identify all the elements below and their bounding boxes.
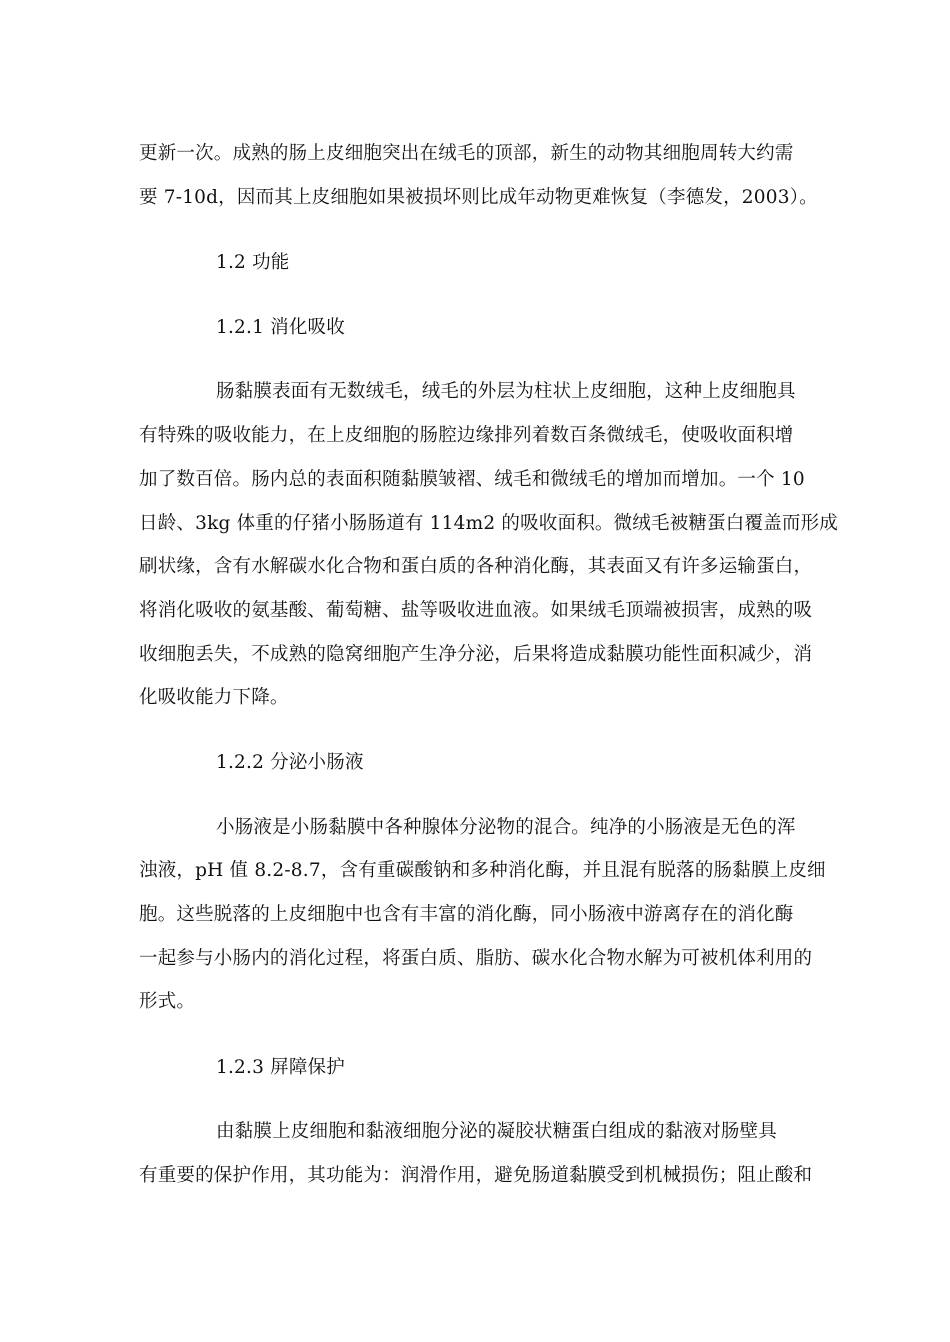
paragraph-line: 浊液，pH 值 8.2-8.7，含有重碳酸钠和多种消化酶，并且混有脱落的肠黏膜上皮细	[139, 860, 826, 881]
subsection-heading: 1.2.1 消化吸收	[216, 317, 345, 338]
paragraph-line: 将消化吸收的氨基酸、葡萄糖、盐等吸收进血液。如果绒毛顶端被损害，成熟的吸	[139, 600, 813, 621]
paragraph-line: 刷状缘，含有水解碳水化合物和蛋白质的各种消化酶，其表面又有许多运输蛋白，	[139, 556, 813, 577]
subsection-heading: 1.2.2 分泌小肠液	[216, 752, 364, 773]
paragraph-line: 有特殊的吸收能力，在上皮细胞的肠腔边缘排列着数百条微绒毛，使吸收面积增	[139, 425, 794, 446]
paragraph-line: 形式。	[139, 991, 196, 1012]
paragraph-line: 要 7-10d，因而其上皮细胞如果被损坏则比成年动物更难恢复（李德发，2003）。	[139, 187, 818, 208]
section-heading: 1.2 功能	[216, 252, 290, 273]
paragraph-line: 日龄、3kg 体重的仔猪小肠肠道有 114m2 的吸收面积。微绒毛被糖蛋白覆盖而形成	[139, 513, 838, 534]
paragraph-line: 小肠液是小肠黏膜中各种腺体分泌物的混合。纯净的小肠液是无色的浑	[216, 817, 796, 838]
paragraph-line: 收细胞丢失，不成熟的隐窝细胞产生净分泌，后果将造成黏膜功能性面积减少，消	[139, 644, 813, 665]
paragraph-line: 化吸收能力下降。	[139, 687, 289, 708]
subsection-heading: 1.2.3 屏障保护	[216, 1057, 345, 1078]
paragraph-line: 一起参与小肠内的消化过程，将蛋白质、脂肪、碳水化合物水解为可被机体利用的	[139, 948, 813, 969]
paragraph-line: 加了数百倍。肠内总的表面积随黏膜皱褶、绒毛和微绒毛的增加而增加。一个 10	[139, 469, 805, 490]
paragraph-line: 有重要的保护作用，其功能为：润滑作用，避免肠道黏膜受到机械损伤；阻止酸和	[139, 1165, 813, 1186]
paragraph-line: 由黏膜上皮细胞和黏液细胞分泌的凝胶状糖蛋白组成的黏液对肠壁具	[216, 1121, 778, 1142]
paragraph-line: 胞。这些脱落的上皮细胞中也含有丰富的消化酶，同小肠液中游离存在的消化酶	[139, 904, 794, 925]
paragraph-line: 更新一次。成熟的肠上皮细胞突出在绒毛的顶部，新生的动物其细胞周转大约需	[139, 143, 794, 164]
paragraph-line: 肠黏膜表面有无数绒毛，绒毛的外层为柱状上皮细胞，这种上皮细胞具	[216, 381, 796, 402]
